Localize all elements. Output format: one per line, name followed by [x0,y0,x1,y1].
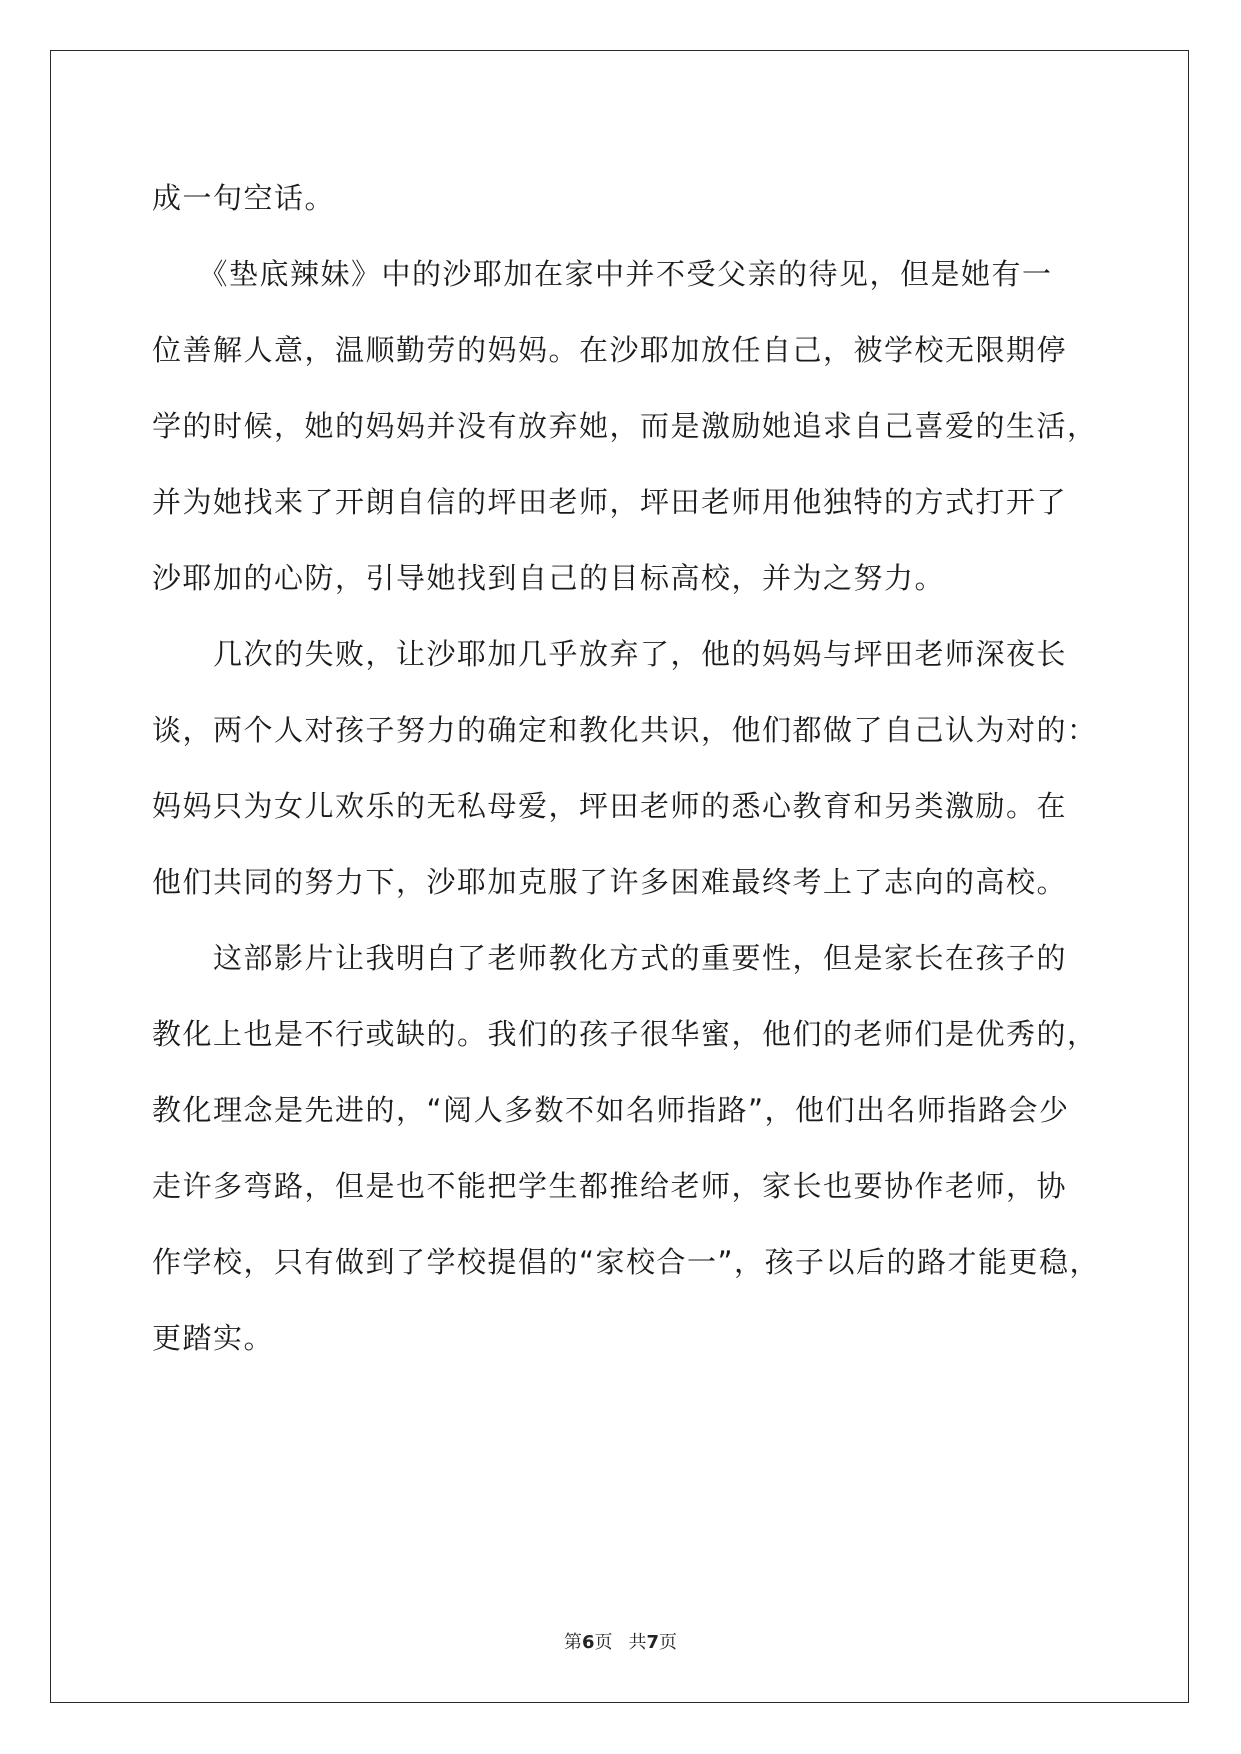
text-line: 几次的失败，让沙耶加几乎放弃了，他的妈妈与坪田老师深夜长 [152,637,1068,671]
total-pages: 7 [646,1632,660,1653]
text-line: 教化理念是先进的，“阅人多数不如名师指路”，他们出名师指路会少 [152,1093,1070,1127]
text-line: 并为她找来了开朗自信的坪田老师，坪田老师用他独特的方式打开了 [152,485,1068,519]
text-line: 更踏实。 [152,1321,275,1355]
text-line: 走许多弯路，但是也不能把学生都推给老师，家长也要协作老师，协 [152,1169,1068,1203]
text-line: 《垫底辣妹》中的沙耶加在家中并不受父亲的待见，但是她有一 [152,257,1053,291]
total-suffix: 页 [659,1632,678,1653]
page-suffix: 页 [594,1632,613,1653]
paragraph-2 [152,236,1112,616]
text-line: 学的时候，她的妈妈并没有放弃她，而是激励她追求自己喜爱的生活， [152,409,1098,443]
total-prefix: 共 [628,1632,647,1653]
text-line: 谈，两个人对孩子努力的确定和教化共识，他们都做了自己认为对的： [152,713,1098,747]
text-line: 作学校，只有做到了学校提倡的“家校合一”，孩子以后的路才能更稳， [152,1245,1101,1279]
text-line: 他们共同的努力下，沙耶加克服了许多困难最终考上了志向的高校。 [152,865,1068,899]
text-line: 位善解人意，温顺勤劳的妈妈。在沙耶加放任自己，被学校无限期停 [152,333,1068,367]
text-line: 这部影片让我明白了老师教化方式的重要性，但是家长在孩子的 [152,941,1068,975]
paragraph-4 [152,920,1112,1376]
page-prefix: 第 [563,1632,582,1653]
document-body [152,160,1112,1376]
text-line: 妈妈只为女儿欢乐的无私母爱，坪田老师的悉心教育和另类激励。在 [152,789,1068,823]
text-line: 沙耶加的心防，引导她找到自己的目标高校，并为之努力。 [152,561,946,595]
text-line: 成一句空话。 [152,181,336,215]
paragraph-1 [152,160,1112,236]
page-footer [0,1628,1241,1654]
paragraph-3 [152,616,1112,920]
page-number: 6 [581,1632,595,1653]
text-line: 教化上也是不行或缺的。我们的孩子很华蜜，他们的老师们是优秀的， [152,1017,1098,1051]
